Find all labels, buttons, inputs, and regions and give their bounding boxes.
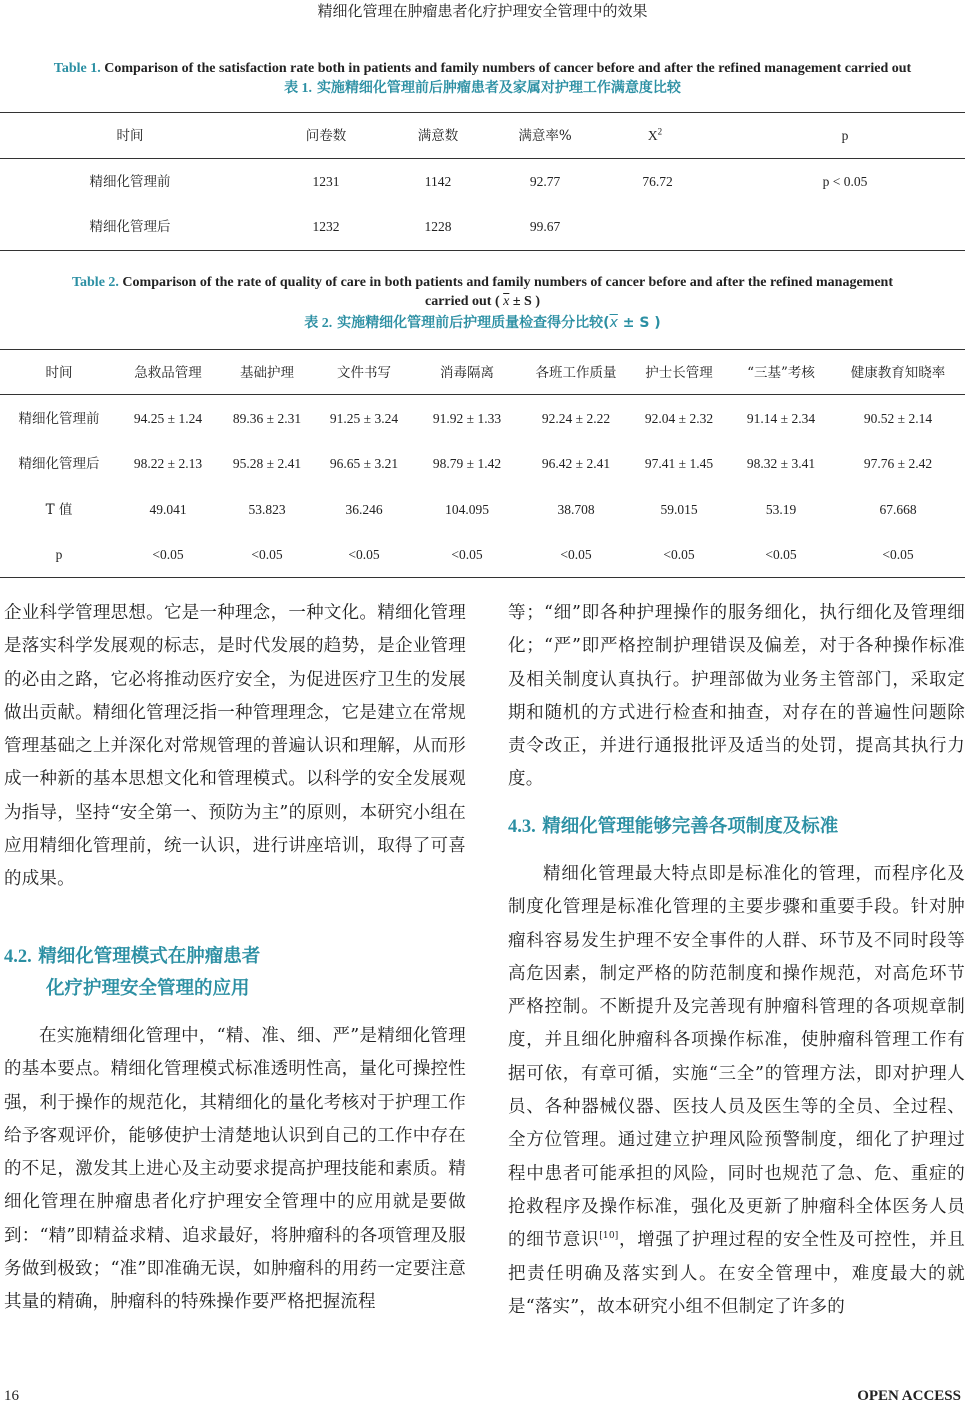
table2-row3-col2: 53.823: [248, 502, 286, 517]
table2-caption-en: [0, 273, 965, 311]
section-4-3-number: 4.3.: [508, 817, 536, 837]
table2-row2-col4: 98.79 ± 1.42: [432, 456, 502, 471]
table1-row2-surveys: 1232: [312, 219, 340, 234]
table2-row1-col8: 90.52 ± 2.14: [863, 411, 933, 426]
table2-row2-col2: 95.28 ± 2.41: [232, 456, 302, 471]
table2-row1-col6: 92.04 ± 2.32: [644, 411, 714, 426]
table2-row4-col4: <0.05: [451, 547, 483, 562]
table2-header-head-nurse: 护士长管理: [645, 365, 713, 381]
table1-row2-time: 精细化管理后: [89, 219, 171, 235]
table2-row3-time: T 值: [45, 502, 73, 518]
table2-title-en-line2-pre: carried out (: [424, 294, 500, 309]
table2-row4-col6: <0.05: [663, 547, 695, 562]
table2-row1-time: 精细化管理前: [18, 411, 100, 427]
section-4-2-heading: [4, 941, 466, 1004]
table1-header-rate: 满意率%: [518, 128, 572, 144]
table1-row2-satisfied: 1228: [424, 219, 452, 234]
table2-row3-col6: 59.015: [660, 502, 698, 517]
table2-title-en-line2-post: ± S ): [512, 294, 540, 309]
table2-header-shift-quality: 各班工作质量: [535, 365, 617, 381]
table2-header-basic-care: 基础护理: [240, 365, 294, 381]
section-4-3-heading: [508, 811, 965, 843]
table2-row1-col5: 92.24 ± 2.22: [541, 411, 611, 426]
table1-row1-p: p < 0.05: [822, 174, 868, 189]
table1-header-surveys: 问卷数: [305, 128, 347, 144]
table2-row4-col7: <0.05: [765, 547, 797, 562]
table2-row3-col1: 49.041: [149, 502, 187, 517]
right-para-2: [508, 858, 965, 1324]
table2-label-zh: 表 2.: [304, 316, 333, 331]
table2-header-three-basics: “三基”考核: [747, 365, 815, 381]
table2-label-en: Table 2.: [71, 275, 119, 290]
right-para-1-text: 等；“细”即各种护理操作的服务细化，执行细化及管理细化；“严”即严格控制护理错误及偏差，对于各种操作标准及相关制度认真执行。护理部做为业务主管部门，采取定期和随机的方式进行检查和抽查，对存在的普遍性问题除责令改正，并进行通报批评及适当的处罚，提高其执行力度。: [508, 603, 965, 790]
table2-row4-col8: <0.05: [882, 547, 914, 562]
right-para-2-text: [508, 858, 965, 1324]
left-para-1-text: 企业科学管理思想。它是一种理念，一种文化。精细化管理是落实科学发展观的标志，是时代发展的趋势，是企业管理的必由之路，它必将推动医疗安全，为促进医疗卫生的发展做出贡献。精细化管理泛指一种管理理念，它是建立在常规管理基础之上并深化对常规管理的普遍认识和理解，从而形成一种新的基本思想文化和管理模式。以科学的安全发展观为指导，坚持“安全第一、预防为主”的原则，本研究小组在应用精细化管理前，统一认识，进行讲座培训，取得了可喜的成果。: [4, 603, 466, 890]
table2-row1-col7: 91.14 ± 2.34: [746, 411, 816, 426]
table2-xbar-zh: $\overline{x}$: [609, 315, 618, 331]
right-para-2-pre: 精细化管理最大特点即是标准化的管理，而程序化及制度化管理是标准化管理的主要步骤和重要手段。针对肿瘤科容易发生护理不安全事件的人群、环节及不同时段等高危因素，制定严格的防范制度和操作规范，对高危环节严格控制。不断提升及完善现有肿瘤科管理的各项规章制度，并且细化肿瘤科各项操作标准，使肿瘤科管理工作有据可依，有章可循，实施“三全”的管理方法，即对护理人员、各种器械仪器、医技人员及医生等的全员、全过程、全方位管理。通过建立护理风险预警制度，细化了护理过程中患者可能承担的风险，同时也规范了急、危、重症的抢救程序及操作标准，强化及更新了肿瘤科全体医务人员的细节意识: [508, 864, 965, 1251]
table1-row1-time: 精细化管理前: [89, 174, 171, 190]
table2-header-time: 时间: [45, 365, 73, 381]
table1-row1-satisfied: 1142: [424, 174, 452, 189]
right-para-1: [508, 597, 965, 797]
table1-header-chisq-sup: 2: [657, 126, 663, 137]
right-para-2-post: ，增强了护理过程的安全性及可控性，并且把责任明确及落实到人。在安全管理中，难度最大的就是“落实”，故本研究小组不但制定了许多的: [508, 1230, 965, 1317]
section-4-3-title: 精细化管理能够完善各项制度及标准: [542, 816, 839, 837]
table2-caption-zh: [0, 313, 965, 334]
table2-row3-col5: 38.708: [557, 502, 595, 517]
table1-top-rule: [0, 112, 965, 113]
table2-xbar-en: $\overline{x}$: [503, 294, 510, 309]
table1-header-time: 时间: [116, 128, 144, 144]
table2-header-documents: 文件书写: [337, 365, 391, 381]
table2-header-emergency: 急救品管理: [134, 365, 202, 381]
table1-row1-rate: 92.77: [529, 174, 561, 189]
table2-row1-col1: 94.25 ± 1.24: [133, 411, 203, 426]
table2-row1-col4: 91.92 ± 1.33: [432, 411, 502, 426]
section-4-2-title-line2: 化疗护理安全管理的应用: [46, 978, 250, 999]
table1-header-rule: [0, 158, 965, 159]
table2-row2-time: 精细化管理后: [18, 456, 100, 472]
table1-header-satisfied: 满意数: [417, 128, 459, 144]
table2-title-zh: 实施精细化管理前后护理质量检查得分比较(: [337, 315, 610, 331]
section-4-2-number: 4.2.: [4, 947, 32, 967]
left-para-1: [4, 597, 466, 897]
table2-row2-col5: 96.42 ± 2.41: [541, 456, 611, 471]
page-number: 16: [4, 1388, 19, 1404]
table1-row1-surveys: 1231: [312, 174, 340, 189]
table1-label-zh: 表 1.: [284, 81, 313, 96]
running-head: 精细化管理在肿瘤患者化疗护理安全管理中的效果: [317, 2, 648, 20]
table1-header-chisq: [625, 127, 685, 145]
table2-row4-col2: <0.05: [251, 547, 283, 562]
table2-row1-col2: 89.36 ± 2.31: [232, 411, 302, 426]
left-para-2-text: 在实施精细化管理中，“精、准、细、严”是精细化管理的基本要点。精细化管理模式标准透明性高，量化可操控性强，利于操作的规范化，其精细化的量化考核对于护理工作给予客观评价，能够使护士清楚地认识到自己的工作中存在的不足，激发其上进心及主动要求提高护理技能和素质。精细化管理在肿瘤患者化疗护理安全管理中的应用就是要做到：“精”即精益求精、追求最好，将肿瘤科的各项管理及服务做到极致；“准”即准确无误，如肿瘤科的用药一定要注意其量的精确，肿瘤科的特殊操作要严格把握流程: [4, 1026, 466, 1313]
table2-row4-col5: <0.05: [560, 547, 592, 562]
table2-row3-col8: 67.668: [879, 502, 917, 517]
table2-bottom-rule: [0, 577, 965, 578]
table1-row2-rate: 99.67: [529, 219, 561, 234]
table2-row1-col3: 91.25 ± 3.24: [329, 411, 399, 426]
table2-row2-col7: 98.32 ± 3.41: [746, 456, 816, 471]
table1-title-en: Comparison of the satisfaction rate both in patients and family numbers of cancer before and after the refined management carried out: [104, 61, 912, 76]
table1-title-zh: 实施精细化管理前后肿瘤患者及家属对护理工作满意度比较: [316, 80, 681, 96]
table1-caption-en: [0, 59, 965, 78]
table1-header-p: p: [841, 128, 849, 143]
table2-row2-col1: 98.22 ± 2.13: [133, 456, 203, 471]
table2-header-health-edu: 健康教育知晓率: [850, 365, 946, 381]
table2-row3-col7: 53.19: [765, 502, 797, 517]
section-4-2-title-line1: 精细化管理模式在肿瘤患者: [38, 946, 261, 967]
table1-header-chisq-x: X: [647, 128, 658, 143]
citation-ref-10[interactable]: [10]: [599, 1231, 619, 1242]
table2-row2-col8: 97.76 ± 2.42: [863, 456, 933, 471]
table1-label-en: Table 1.: [53, 61, 101, 76]
left-para-2: [4, 1020, 466, 1320]
table2-title-zh-post: ± S ): [622, 315, 661, 331]
open-access-label: OPEN ACCESS: [857, 1388, 961, 1404]
table1-bottom-rule: [0, 250, 965, 251]
table2-header-disinfection: 消毒隔离: [440, 365, 494, 381]
table1-row1-chisq: 76.72: [642, 174, 673, 189]
table2-row3-col3: 36.246: [345, 502, 383, 517]
table2-row4-col3: <0.05: [348, 547, 380, 562]
table2-title-en-line1: Comparison of the rate of quality of care in both patients and family numbers of cancer before and after the refined management: [122, 275, 894, 290]
table2-row2-col3: 96.65 ± 3.21: [329, 456, 399, 471]
table2-row4-col1: <0.05: [152, 547, 184, 562]
table2-row2-col6: 97.41 ± 1.45: [644, 456, 714, 471]
table1-caption-zh: [0, 78, 965, 99]
table2-top-rule: [0, 349, 965, 350]
table2-header-rule: [0, 394, 965, 395]
table2-row4-time: p: [55, 547, 63, 562]
table2-row3-col4: 104.095: [445, 502, 489, 517]
